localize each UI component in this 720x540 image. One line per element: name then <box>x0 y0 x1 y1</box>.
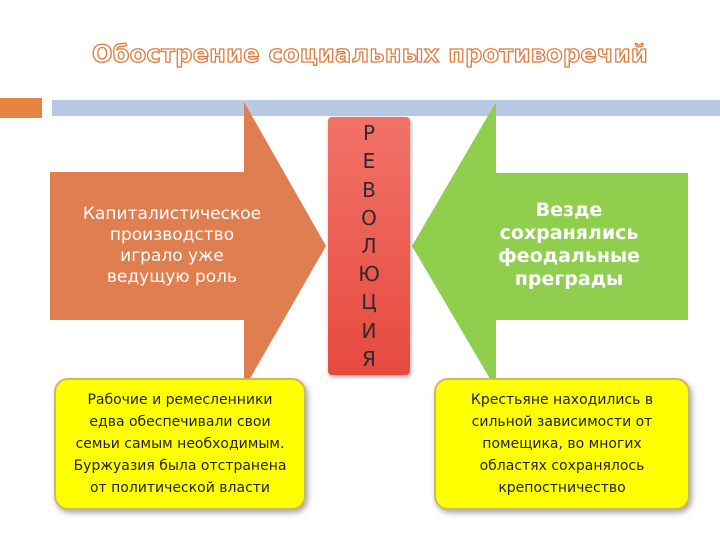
right-arrow-line: преграды <box>514 268 624 290</box>
slide-title: Обострение социальных противоречий <box>91 40 649 68</box>
left-arrow-line: играло уже <box>120 246 224 266</box>
right-note-line: Крестьяне находились в <box>470 392 654 408</box>
revolution-letter: Л <box>361 233 377 258</box>
revolution-letter: В <box>362 177 376 202</box>
left-note-line: едва обеспечивали свои <box>89 414 271 430</box>
revolution-letter: Ю <box>358 262 380 287</box>
revolution-letter: О <box>361 205 377 230</box>
revolution-letter: Ц <box>361 290 377 315</box>
left-note-line: семьи самым необходимым. <box>75 436 285 452</box>
left-arrow-line: производство <box>109 225 235 245</box>
right-note-line: помещика, во многих <box>482 436 642 452</box>
left-arrow-text <box>54 190 290 302</box>
right-note-line: сильной зависимости от <box>471 414 653 430</box>
right-note-line: крепостничество <box>498 480 626 496</box>
left-note-line: от политической власти <box>89 480 271 496</box>
revolution-letter: Я <box>362 346 376 371</box>
left-note-line: Рабочие и ремесленники <box>87 392 273 408</box>
revolution-letters <box>328 117 410 375</box>
revolution-letter: Е <box>362 149 376 174</box>
revolution-letter: И <box>361 318 377 343</box>
right-note-line: областях сохранялось <box>479 458 645 474</box>
revolution-letter: Р <box>362 121 376 146</box>
right-arrow-line: сохранялись <box>499 222 639 244</box>
left-arrow-line: Капиталистическое <box>82 204 262 224</box>
left-arrow-line: ведущую роль <box>106 267 238 287</box>
right-note <box>434 378 690 510</box>
right-arrow-text <box>462 185 676 305</box>
right-arrow-line: феодальные <box>497 245 641 267</box>
left-note <box>54 378 306 510</box>
right-arrow-line: Везде <box>535 199 603 221</box>
left-note-line: Буржуазия была отстранена <box>73 458 287 474</box>
